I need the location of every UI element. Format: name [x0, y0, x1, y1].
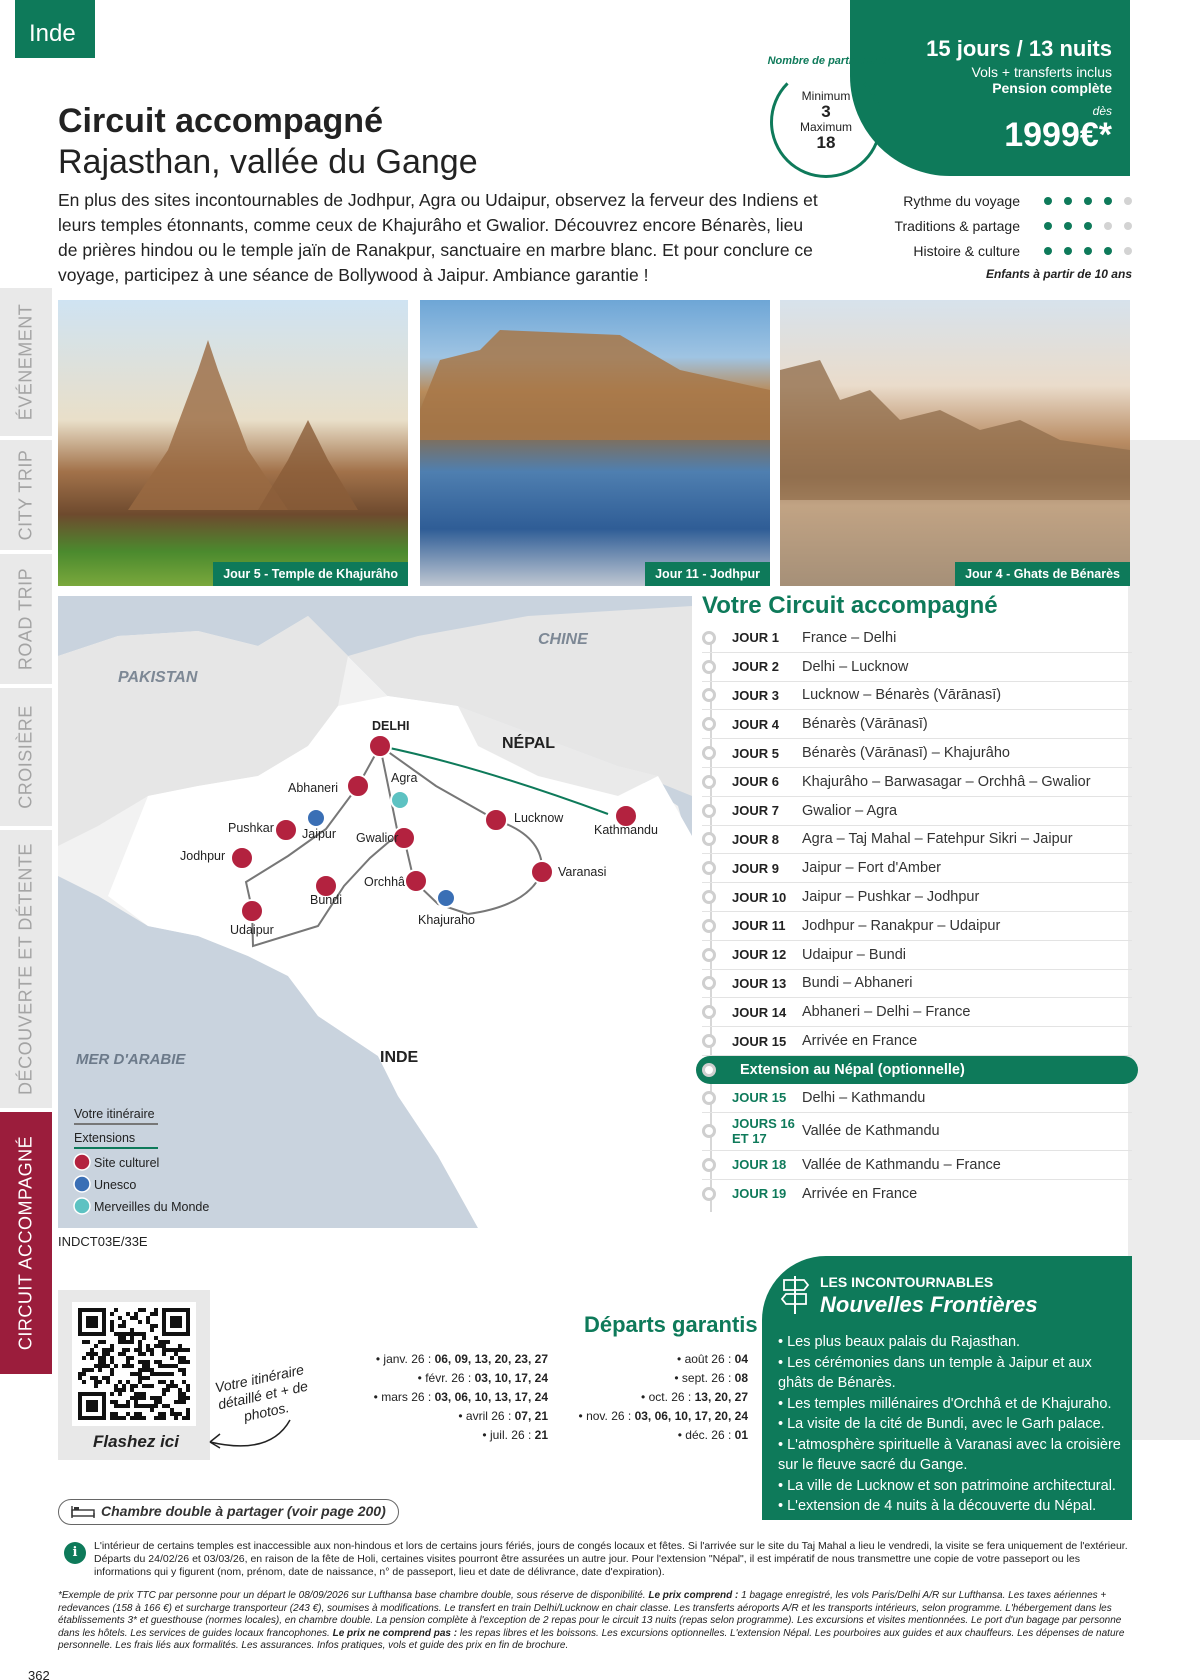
day-label: JOUR 4: [732, 716, 779, 732]
timeline-dot-icon: [702, 1063, 716, 1077]
day-text: Jaipur – Fort d'Amber: [802, 860, 941, 877]
room-label: Chambre double à partager (voir page 200): [101, 1503, 386, 1519]
list-item: • Les temples millénaires d'Orchhâ et de Khajuraho.: [778, 1395, 1112, 1412]
list-item: • Les cérémonies dans un temple à Jaipur et aux ghâts de Bénarès.: [778, 1354, 1092, 1391]
itinerary-day: [702, 797, 1132, 826]
list-item: • L'atmosphère spirituelle à Varanasi avec la croisière sur le fleuve sacré du Gange.: [778, 1436, 1121, 1473]
timeline-dot-icon: [702, 1187, 716, 1201]
day-label: JOUR 13: [732, 975, 787, 991]
highlight-text: Les plus beaux palais du Rajasthan.: [787, 1334, 1021, 1350]
side-tab-evenement[interactable]: [0, 288, 52, 438]
day-label: JOUR 10: [732, 889, 787, 905]
itinerary-title: Votre Circuit accompagné: [702, 592, 998, 619]
departure-days: 03, 06, 10, 13, 17, 24: [434, 1390, 548, 1404]
max-value: 18: [816, 133, 836, 152]
highlights-brand: Nouvelles Frontières: [820, 1292, 1038, 1317]
photo-benares: [780, 300, 1130, 586]
participants-badge: [767, 55, 891, 178]
region-inde: INDE: [380, 1049, 419, 1066]
bed-icon: [71, 1505, 95, 1519]
rating-dots: [1032, 222, 1132, 230]
legend-wonder-icon: [74, 1198, 90, 1214]
rating-dots: [1032, 247, 1132, 255]
itinerary-day: [702, 624, 1132, 653]
arrow-icon: [180, 1412, 300, 1462]
region-mer-arabie: MER D'ARABIE: [76, 1051, 186, 1068]
timeline-dot-icon: [702, 948, 716, 962]
side-tab-label: CROISIÈRE: [15, 705, 36, 809]
star-marker-icon[interactable]: [347, 775, 369, 797]
ghats-illustration: [780, 300, 1130, 586]
day-label: JOUR 7: [732, 803, 779, 819]
day-label: JOUR 8: [732, 831, 779, 847]
price-from-label: dès: [1092, 104, 1112, 118]
timeline-dot-icon: [702, 1091, 716, 1105]
region-nepal: NÉPAL: [502, 735, 556, 752]
departures-title: Départs garantis: [584, 1312, 758, 1337]
page-title: Circuit accompagné: [58, 102, 383, 140]
timeline-dot-icon: [702, 804, 716, 818]
price-block: [850, 0, 1130, 176]
departure-row: • janv. 26 : 06, 09, 13, 20, 23, 27: [375, 1352, 548, 1366]
day-text: Arrivée en France: [802, 1033, 918, 1050]
timeline-dot-icon: [702, 1005, 716, 1019]
signpost-icon: [780, 1272, 810, 1316]
city-delhi: DELHI: [372, 719, 410, 733]
rating-dot-filled-icon: [1044, 222, 1052, 230]
timeline-dot-icon: [702, 746, 716, 760]
fort-illustration: [420, 300, 770, 586]
extension-label: Extension au Népal (optionnelle): [740, 1061, 965, 1078]
region-pakistan: PAKISTAN: [118, 669, 198, 686]
departure-row: • mars 26 : 03, 06, 10, 13, 17, 24: [373, 1390, 548, 1404]
rating-label: Rythme du voyage: [903, 192, 1020, 209]
timeline-dot-icon: [702, 775, 716, 789]
rating-dot-filled-icon: [1084, 247, 1092, 255]
itinerary-day: [702, 826, 1132, 855]
unesco-marker-icon[interactable]: [307, 809, 325, 827]
trip-duration: 15 jours / 13 nuits: [926, 36, 1112, 61]
timeline-dot-icon: [702, 976, 716, 990]
itinerary-map[interactable]: [58, 596, 692, 1228]
region-chine: CHINE: [538, 631, 588, 648]
list-item: • Les plus beaux palais du Rajasthan.: [778, 1334, 1021, 1350]
extension-banner[interactable]: [696, 1056, 1138, 1084]
extension-day: [702, 1180, 1132, 1209]
city-khajuraho: Khajuraho: [418, 913, 475, 927]
itinerary-day: [702, 653, 1132, 682]
fine-print: [58, 1590, 1132, 1653]
rating-dot-filled-icon: [1104, 247, 1112, 255]
itinerary-day: [702, 941, 1132, 970]
participants-arc-label: Nombre de participants: [767, 55, 891, 67]
day-text: Udaipur – Bundi: [802, 946, 906, 963]
star-marker-icon[interactable]: [231, 847, 253, 869]
extension-day: [702, 1113, 1132, 1151]
age-note: Enfants à partir de 10 ans: [985, 267, 1132, 281]
departure-row: • févr. 26 : 03, 10, 17, 24: [417, 1371, 548, 1385]
departure-days: 06, 09, 13, 20, 23, 27: [434, 1352, 548, 1366]
city-kathmandu: Kathmandu: [594, 823, 658, 837]
qr-code-icon[interactable]: [72, 1302, 196, 1426]
itinerary-day: [702, 710, 1132, 739]
rating-dots: [1032, 197, 1132, 205]
list-item: • La visite de la cité de Bundi, avec le Garh palace.: [778, 1416, 1105, 1432]
ratings: [860, 188, 1132, 281]
map-reference: INDCT03E/33E: [58, 1234, 148, 1249]
rating-dot-filled-icon: [1044, 247, 1052, 255]
highlight-text: La ville de Lucknow et son patrimoine architectural.: [787, 1477, 1116, 1494]
day-text: Vallée de Kathmandu: [802, 1123, 940, 1140]
legend-wonders: Merveilles du Monde: [94, 1200, 210, 1214]
departure-month: févr. 26 :: [425, 1371, 472, 1385]
timeline-dot-icon: [702, 631, 716, 645]
timeline-dot-icon: [702, 1034, 716, 1048]
departure-row: • déc. 26 : 01: [677, 1428, 748, 1442]
rating-dot-filled-icon: [1044, 197, 1052, 205]
rating-dot-filled-icon: [1064, 247, 1072, 255]
rating-dot-empty-icon: [1124, 197, 1132, 205]
highlight-text: Les temples millénaires d'Orchhâ et de Khajuraho.: [787, 1395, 1112, 1412]
day-label: JOUR 15: [732, 1033, 787, 1049]
photo-caption: Jour 5 - Temple de Khajurâho: [213, 562, 408, 586]
max-label: Maximum: [799, 120, 852, 134]
itinerary-day: [702, 1027, 1132, 1056]
day-text: Arrivée en France: [802, 1185, 918, 1202]
side-tab-label: ÉVÉNEMENT: [15, 303, 36, 421]
star-marker-icon[interactable]: [531, 861, 553, 883]
departure-row: • nov. 26 : 03, 06, 10, 17, 20, 24: [578, 1409, 748, 1423]
departure-month: janv. 26 :: [383, 1352, 432, 1366]
departures-left-column: [330, 1350, 548, 1445]
highlights-box: [762, 1256, 1132, 1520]
city-jaipur: Jaipur: [302, 827, 337, 841]
fine-print-text: 1 bagage enregistré, les vols Paris/Delhi A/R sur Lufthansa. Les taxes aériennes + redevances (158 à 166 €) et surcharge transporteur (243 €), soumises à modifications. Le transfert en train Delhi/Lucknow en chair classe. Les transferts aéroports A/R et les transports intérieurs, selon programme. L'hébergement dans les établissements 3* et guesthouse (normes locales), en chambre double. La pension complète à l'exception de 2 repas pour le circuit 13 nuits (repas selon programme). Les excursions et visites mentionnées. Le port d'un bagage par personne dans les hôtels. Les services de guides locaux francophones.: [58, 1590, 1122, 1639]
city-lucknow: Lucknow: [514, 811, 564, 825]
temple-illustration: [58, 300, 408, 586]
legend-star-icon: [74, 1154, 90, 1170]
day-text: Bénarès (Vārānasī) – Khajurâho: [802, 745, 1010, 762]
qr-pattern: [78, 1308, 190, 1420]
highlight-text: Les cérémonies dans un temple à Jaipur et aux ghâts de Bénarès.: [778, 1354, 1092, 1391]
side-tab-city-trip[interactable]: [0, 440, 52, 552]
star-marker-icon[interactable]: [275, 819, 297, 841]
page-number: 362: [28, 1668, 50, 1680]
day-text: Agra – Taj Mahal – Fatehpur Sikri – Jaipur: [802, 831, 1073, 848]
departure-days: 08: [734, 1371, 748, 1385]
itinerary-day: [702, 970, 1132, 999]
rating-dot-filled-icon: [1084, 222, 1092, 230]
departure-month: nov. 26 :: [586, 1409, 632, 1423]
departure-month: avril 26 :: [465, 1409, 512, 1423]
info-icon: i: [64, 1542, 86, 1564]
fine-print-text: *Exemple de prix TTC par personne pour un départ le 08/09/2026 sur Lufthansa base chambre double, sous réserve de disponibilité.: [58, 1590, 649, 1601]
rating-dot-empty-icon: [1104, 222, 1112, 230]
day-text: Gwalior – Agra: [802, 802, 898, 819]
rating-dot-filled-icon: [1104, 197, 1112, 205]
departure-days: 03, 06, 10, 17, 20, 24: [634, 1409, 748, 1423]
side-tab-label: DÉCOUVERTE ET DÉTENTE: [15, 843, 36, 1095]
star-marker-icon[interactable]: [241, 900, 263, 922]
day-text: Vallée de Kathmandu – France: [802, 1156, 1001, 1173]
fine-print-label: Le prix comprend :: [648, 1590, 739, 1601]
day-label: JOUR 11: [732, 918, 786, 934]
city-orchha: Orchhâ: [364, 875, 405, 889]
unesco-marker-icon[interactable]: [437, 889, 455, 907]
board-info: Pension complète: [992, 80, 1112, 96]
itinerary-day: [702, 682, 1132, 711]
departures-right-column: [560, 1350, 748, 1445]
timeline-dot-icon: [702, 717, 716, 731]
city-abhaneri: Abhaneri: [288, 781, 339, 795]
day-text: Bundi – Abhaneri: [802, 975, 913, 992]
city-pushkar: Pushkar: [228, 821, 274, 835]
photo-caption: Jour 11 - Jodhpur: [645, 562, 770, 586]
day-label: JOUR 18: [732, 1157, 787, 1173]
day-label: JOUR 3: [732, 687, 779, 703]
highlight-text: L'extension de 4 nuits à la découverte du Népal.: [787, 1498, 1097, 1514]
rating-dot-filled-icon: [1064, 222, 1072, 230]
departure-days: 04: [734, 1352, 748, 1366]
departure-month: mars 26 :: [381, 1390, 432, 1404]
rating-dot-filled-icon: [1064, 197, 1072, 205]
day-label: JOURS 16 ET 17: [732, 1116, 795, 1147]
fine-print-text: les repas libres et les boissons. Les excursions optionnelles. L'extension Népal. Les pourboires aux guides et aux chauffeurs. Les dépenses de nature personnelle. Les frais liés aux formalités. Les assurances. Infos pratiques, vols et guide des prix en fin de brochure.: [58, 1627, 1125, 1651]
legend-extensions: Extensions: [74, 1131, 136, 1145]
rating-row-histoire: [860, 238, 1132, 263]
departure-row: • avril 26 : 07, 21: [458, 1409, 548, 1423]
day-label: JOUR 12: [732, 947, 787, 963]
departure-month: juil. 26 :: [489, 1428, 532, 1442]
day-text: Lucknow – Bénarès (Vārānasī): [802, 687, 1002, 704]
departure-days: 13, 20, 27: [694, 1390, 748, 1404]
photo-jodhpur: [420, 300, 770, 586]
day-label: JOUR 9: [732, 860, 779, 876]
star-marker-icon[interactable]: [485, 809, 507, 831]
timeline-dot-icon: [702, 919, 716, 933]
map-svg: [58, 596, 692, 1228]
info-note: [58, 1540, 1132, 1579]
qr-label: Flashez ici: [93, 1432, 179, 1451]
info-text: L'intérieur de certains temples est inaccessible aux non-hindous et lors de certains jours fériés, jours de congés locaux et fêtes. Si l'arrivée sur le site du Taj Mahal a lieu le vendredi, la visite se fera uniquement de l'extérieur. Départs du 24/02/26 et 03/03/26, en raison de la fête de Holi, certaines visites pourront être assurées un autre jour. Pour l'extension "Népal", il est impératif de nous transmettre une copie de votre passeport ou les informations qui y figurent (nom, prénom, date de naissance, n° de passeport, lieu et date de délivrance, date d'expiration).: [94, 1540, 1128, 1578]
legend-site: Site culturel: [94, 1156, 160, 1170]
rating-label: Histoire & culture: [913, 242, 1020, 259]
timeline-dot-icon: [702, 861, 716, 875]
rating-dot-empty-icon: [1124, 222, 1132, 230]
country-label: Inde: [29, 20, 76, 47]
timeline-dot-icon: [702, 660, 716, 674]
transport-info: Vols + transferts inclus: [971, 64, 1112, 80]
timeline-dot-icon: [702, 890, 716, 904]
list-item: • L'extension de 4 nuits à la découverte du Népal.: [778, 1498, 1097, 1514]
right-decor-band: [1128, 440, 1200, 1440]
price-value: 1999€*: [1004, 116, 1112, 154]
timeline-dot-icon: [702, 1124, 716, 1138]
itinerary-day: [702, 883, 1132, 912]
category-side-tabs: [0, 288, 52, 1388]
legend-unesco-icon: [74, 1176, 90, 1192]
day-text: Bénarès (Vārānasī): [802, 716, 928, 733]
room-pill[interactable]: [58, 1499, 399, 1525]
star-marker-icon[interactable]: [369, 735, 391, 757]
rating-row-traditions: [860, 213, 1132, 238]
day-label: JOUR 15: [732, 1090, 787, 1106]
city-varanasi: Varanasi: [558, 865, 607, 879]
itinerary-day: [702, 912, 1132, 941]
highlights-list: [778, 1332, 1124, 1517]
city-agra: Agra: [391, 771, 418, 785]
day-text: France – Delhi: [802, 629, 897, 646]
day-label: JOUR 5: [732, 745, 779, 761]
day-text: Jodhpur – Ranakpur – Udaipur: [802, 917, 1001, 934]
country-tab[interactable]: [15, 0, 95, 58]
departure-month: oct. 26 :: [648, 1390, 692, 1404]
departure-row: • sept. 26 : 08: [674, 1371, 748, 1385]
rating-label: Traditions & partage: [894, 217, 1020, 234]
itinerary-day: [702, 998, 1132, 1027]
photo-caption: Jour 4 - Ghats de Bénarès: [955, 562, 1130, 586]
min-value: 3: [821, 102, 831, 121]
min-label: Minimum: [801, 89, 851, 103]
itinerary-day: [702, 768, 1132, 797]
legend-unesco: Unesco: [94, 1178, 137, 1192]
departure-days: 07, 21: [514, 1409, 548, 1423]
departure-month: sept. 26 :: [681, 1371, 732, 1385]
highlights-label: LES INCONTOURNABLES: [820, 1274, 994, 1290]
city-udaipur: Udaipur: [230, 923, 274, 937]
rating-dot-empty-icon: [1124, 247, 1132, 255]
departure-row: • août 26 : 04: [677, 1352, 748, 1366]
highlight-text: La visite de la cité de Bundi, avec le Garh palace.: [787, 1416, 1105, 1432]
highlight-text: L'atmosphère spirituelle à Varanasi avec la croisière sur le fleuve sacré du Gange.: [778, 1436, 1121, 1473]
departure-row: • juil. 26 : 21: [482, 1428, 548, 1442]
extension-day: [702, 1084, 1132, 1113]
timeline-dot-icon: [702, 688, 716, 702]
departure-days: 21: [534, 1428, 548, 1442]
extension-day: [702, 1151, 1132, 1180]
side-tab-circuit-accompagne[interactable]: [0, 1112, 52, 1376]
day-label: JOUR 2: [732, 659, 779, 675]
side-tab-label: CITY TRIP: [15, 449, 36, 541]
day-label: JOUR 14: [732, 1004, 787, 1020]
day-text: Abhaneri – Delhi – France: [802, 1004, 971, 1021]
itinerary-day: [702, 854, 1132, 883]
departure-days: 03, 10, 17, 24: [474, 1371, 548, 1385]
rating-dot-filled-icon: [1084, 197, 1092, 205]
side-tab-label: CIRCUIT ACCOMPAGNÉ: [15, 1135, 36, 1351]
departure-month: août 26 :: [684, 1352, 732, 1366]
qr-note: Votre itinéraire détaillé et + de photos.: [213, 1361, 310, 1425]
itinerary-list: [702, 624, 1132, 1208]
rating-row-rythme: [860, 188, 1132, 213]
legend-itinerary: Votre itinéraire: [74, 1107, 155, 1121]
itinerary-day: [702, 739, 1132, 768]
departure-month: déc. 26 :: [685, 1428, 732, 1442]
day-label: JOUR 19: [732, 1186, 787, 1202]
fine-print-label: Le prix ne comprend pas :: [332, 1627, 458, 1639]
day-text: Delhi – Kathmandu: [802, 1089, 926, 1106]
side-tab-road-trip[interactable]: [0, 554, 52, 686]
star-marker-icon[interactable]: [405, 870, 427, 892]
day-label: JOUR 6: [732, 774, 779, 790]
side-tab-croisiere[interactable]: [0, 688, 52, 828]
departure-days: 01: [734, 1428, 748, 1442]
intro-text: En plus des sites incontournables de Jodhpur, Agra ou Udaipur, observez la ferveur des Indiens et leurs temples étonnants, comme ceux de Khajurâho et Gwalior. Découvrez encore Bénarès, lieu de prières hindou ou le temple jaïn de Ranakpur, sanctuaire en marbre blanc. Et pour conclure ce voyage, participez à une séance de Bollywood à Jaipur. Ambiance garantie !: [58, 190, 818, 285]
photo-khajuraho: [58, 300, 408, 586]
departure-row: • oct. 26 : 13, 20, 27: [641, 1390, 748, 1404]
day-text: Khajurâho – Barwasagar – Orchhâ – Gwalior: [802, 773, 1091, 790]
city-jodhpur: Jodhpur: [180, 849, 226, 863]
wonder-marker-icon[interactable]: [391, 791, 409, 809]
day-text: Delhi – Lucknow: [802, 658, 909, 675]
day-label: JOUR 1: [732, 630, 779, 646]
city-gwalior: Gwalior: [356, 831, 399, 845]
page-subtitle: Rajasthan, vallée du Gange: [58, 143, 478, 181]
timeline-dot-icon: [702, 1158, 716, 1172]
list-item: • La ville de Lucknow et son patrimoine architectural.: [778, 1477, 1116, 1494]
timeline-dot-icon: [702, 832, 716, 846]
city-bundi: Bundi: [310, 893, 342, 907]
side-tab-decouverte[interactable]: [0, 830, 52, 1110]
day-text: Jaipur – Pushkar – Jodhpur: [802, 889, 980, 906]
side-tab-label: ROAD TRIP: [15, 567, 36, 671]
